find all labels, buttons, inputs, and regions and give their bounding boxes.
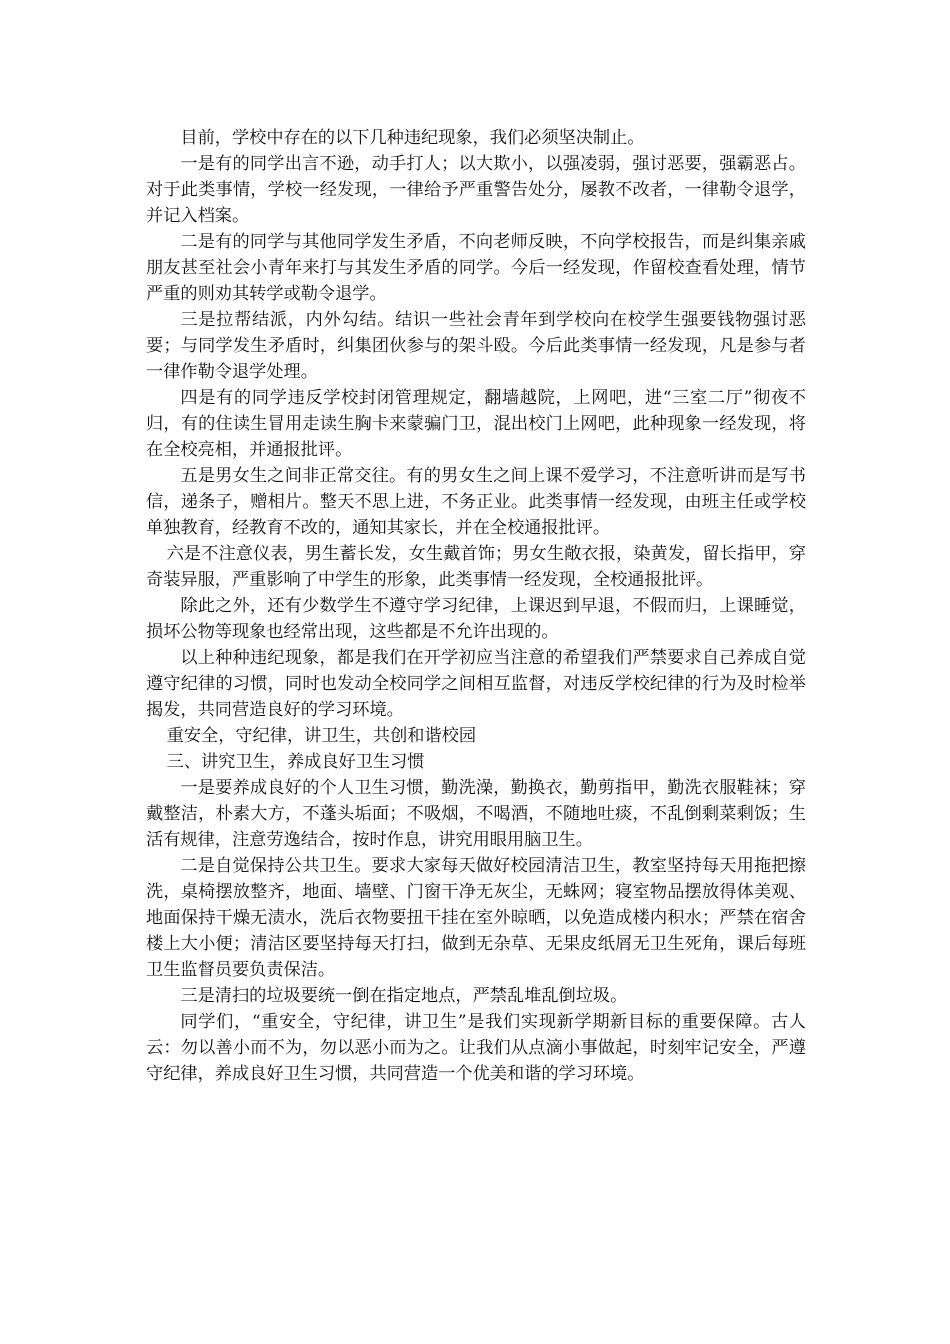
paragraph-item-3: 三是拉帮结派，内外勾结。结识一些社会青年到学校向在校学生强要钱物强讨恶要；与同学发生矛盾时，纠集团伙参与的架斗殴。今后此类事情一经发现，凡是参与者一律作勒令退学处理。 (146, 310, 806, 382)
paragraph-hygiene-1: 一是要养成良好的个人卫生习惯，勤洗澡，勤换衣，勤剪指甲，勤洗衣服鞋袜；穿戴整洁，朴素大方，不蓬头垢面；不吸烟，不喝酒，不随地吐痰，不乱倒剩菜剩饭；生活有规律，注意劳逸结合，按时作息，讲究用眼用脑卫生。 (146, 778, 806, 850)
paragraph-item-6: 六是不注意仪表，男生蓄长发，女生戴首饰；男女生敞衣报，染黄发，留长指甲，穿奇装异服，严重影响了中学生的形象，此类事情一经发现，全校通报批评。 (146, 544, 806, 590)
paragraph-item-5: 五是男女生之间非正常交往。有的男女生之间上课不爱学习，不注意听讲而是写书信，递条子，赠相片。整天不思上进，不务正业。此类事情一经发现，由班主任或学校单独教育，经教育不改的，通知其家长，并在全校通报批评。 (146, 466, 806, 538)
paragraph-item-1: 一是有的同学出言不逊，动手打人；以大欺小，以强凌弱，强讨恶要，强霸恶占。对于此类事情，学校一经发现，一律给予严重警告处分，屡教不改者，一律勒令退学，并记入档案。 (146, 154, 806, 226)
section-subtitle: 重安全，守纪律，讲卫生，共创和谐校园 (166, 726, 477, 746)
paragraph-intro: 目前，学校中存在的以下几种违纪现象，我们必须坚决制止。 (180, 128, 645, 148)
paragraph-hygiene-2: 二是自觉保持公共卫生。要求大家每天做好校园清洁卫生，教室坚持每天用拖把擦洗，桌椅摆放整齐，地面、墙壁、门窗干净无灰尘，无蛛网；寝室物品摆放得体美观、地面保持干燥无渍水，洗后衣物要扭干挂在室外晾晒，以免造成楼内积水；严禁在宿舍楼上大小便；清洁区要坚持每天打扫，做到无杂草、无果皮纸屑无卫生死角，课后每班卫生监督员要负责保洁。 (146, 856, 806, 980)
paragraph-other-violations: 除此之外，还有少数学生不遵守学习纪律，上课迟到早退，不假而归，上课睡觉，损坏公物等现象也经常出现，这些都是不允许出现的。 (146, 596, 806, 642)
paragraph-item-4: 四是有的同学违反学校封闭管理规定，翻墙越院，上网吧，进“三室二厅”彻夜不归，有的住读生冒用走读生胸卡来蒙骗门卫，混出校门上网吧，此种现象一经发现，将在全校亮相，并通报批评。 (146, 388, 806, 460)
paragraph-summary: 以上种种违纪现象，都是我们在开学初应当注意的希望我们严禁要求自己养成自觉遵守纪律的习惯，同时也发动全校同学之间相互监督，对违反学校纪律的行为及时检举揭发，共同营造良好的学习环境。 (146, 648, 806, 720)
paragraph-closing: 同学们，“重安全，守纪律，讲卫生”是我们实现新学期新目标的重要保障。古人云：勿以善小而不为，勿以恶小而为之。让我们从点滴小事做起，时刻牢记安全，严遵守纪律，养成良好卫生习惯，共同营造一个优美和谐的学习环境。 (146, 1012, 806, 1084)
section-heading-hygiene: 三、讲究卫生，养成良好卫生习惯 (166, 752, 425, 772)
paragraph-hygiene-3: 三是清扫的垃圾要统一倒在指定地点，严禁乱堆乱倒垃圾。 (180, 986, 628, 1006)
paragraph-item-2: 二是有的同学与其他同学发生矛盾，不向老师反映，不向学校报告，而是纠集亲戚朋友甚至社会小青年来打与其发生矛盾的同学。今后一经发现，作留校查看处理，情节严重的则劝其转学或勒令退学。 (146, 232, 806, 304)
document-body (146, 125, 806, 1087)
